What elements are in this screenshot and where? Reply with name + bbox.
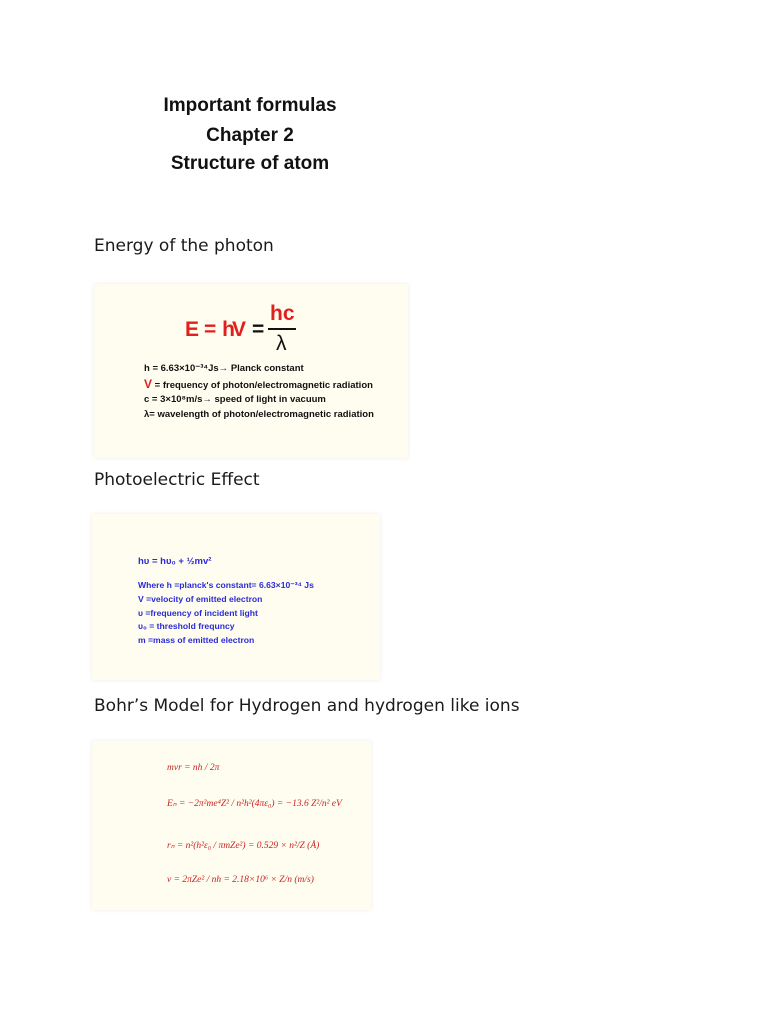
photon-eq-E: E [185, 318, 200, 341]
bohr-formula-card [92, 741, 371, 910]
photon-line-frequency [144, 377, 373, 391]
photon-line-planck: h = 6.63×10⁻³⁴Js→ Planck constant [144, 363, 304, 374]
photoelectric-equation: hυ = hυ₀ + ½mv² [138, 556, 212, 567]
photoelectric-line-frequency: υ =frequency of incident light [138, 608, 258, 618]
photon-fraction-bar [268, 328, 296, 330]
section-heading-photon: Energy of the photon [94, 236, 274, 256]
photon-formula-card [94, 284, 408, 458]
photoelectric-line-velocity: V =velocity of emitted electron [138, 594, 263, 604]
photon-line-wavelength: λ= wavelength of photon/electromagnetic radiation [144, 409, 374, 420]
photon-eq-nu: V [232, 318, 247, 341]
photoelectric-line-planck: Where h =planck's constant= 6.63×10⁻³⁴ Js [138, 580, 314, 590]
section-heading-photoelectric: Photoelectric Effect [94, 470, 260, 490]
doc-title-line3: Structure of atom [170, 153, 330, 174]
nu-symbol: V [144, 377, 153, 391]
photoelectric-line-mass: m =mass of emitted electron [138, 635, 255, 645]
photoelectric-line-threshold: υ₀ = threshold frequncy [138, 621, 235, 631]
bohr-radius: rₙ = n²(h²ε₀ / πmZe²) = 0.529 × n²/Z (Å) [167, 841, 320, 851]
bohr-velocity: v = 2πZe² / nh = 2.18×10⁶ × Z/n (m/s) [167, 875, 314, 885]
photon-eq-denominator: λ [276, 332, 287, 355]
photon-line-frequency-text: = frequency of photon/electromagnetic radiation [154, 380, 373, 391]
bohr-angular-momentum: mvr = nh / 2π [167, 763, 220, 773]
photoelectric-formula-card [92, 514, 380, 680]
photon-eq-equals-h: = h [204, 318, 235, 341]
bohr-energy: Eₙ = −2π²me⁴Z² / n²h²(4πε₀) = −13.6 Z²/n² eV [167, 799, 342, 809]
photon-eq-numerator: hc [270, 302, 295, 325]
photon-eq-equals: = [252, 318, 265, 341]
doc-title-line1: Important formulas [163, 95, 337, 116]
photon-line-light-speed: c = 3×10⁸m/s→ speed of light in vacuum [144, 394, 326, 405]
section-heading-bohr: Bohr’s Model for Hydrogen and hydrogen like ions [94, 696, 520, 716]
doc-title-line2: Chapter 2 [206, 125, 294, 146]
